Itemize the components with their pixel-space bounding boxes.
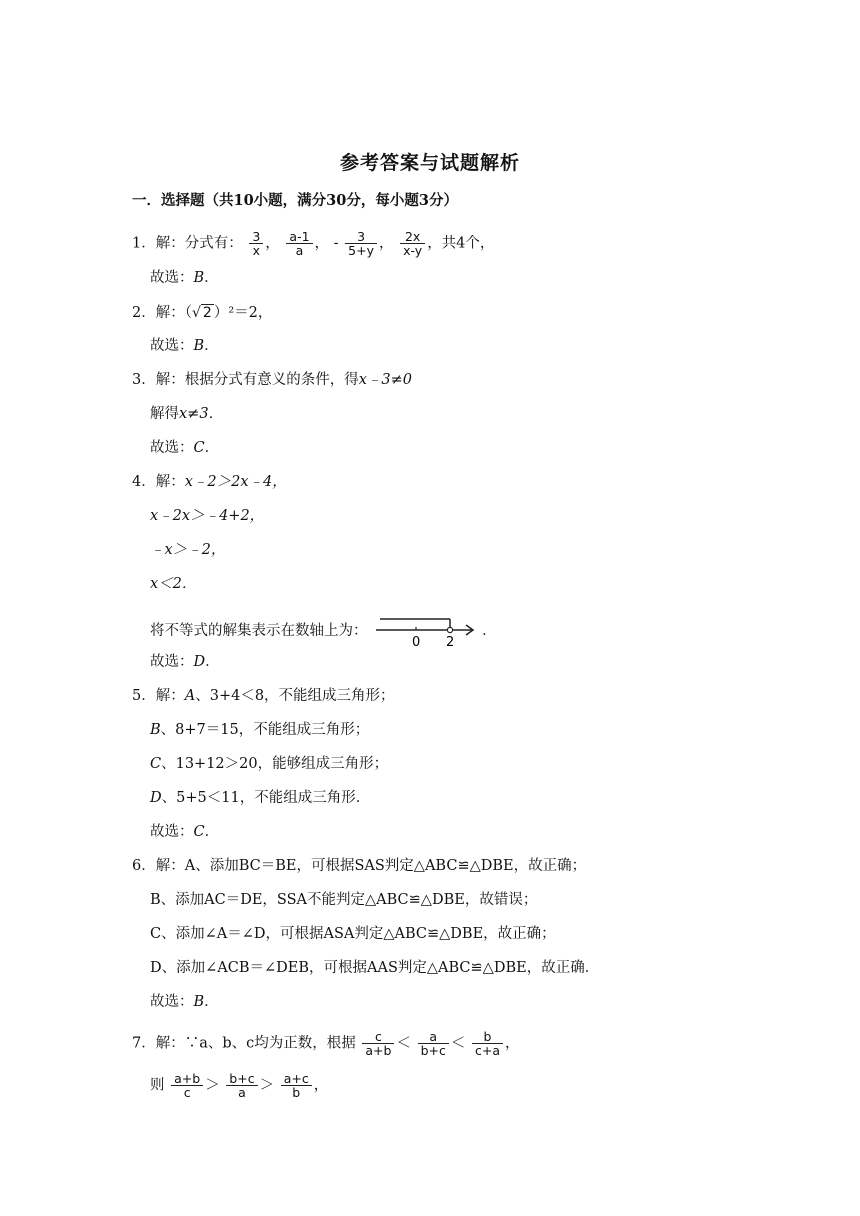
q6-answer: 故选：B． bbox=[150, 994, 219, 1010]
q6-line-c: C、添加∠A＝∠D，可根据ASA判定△ABC≌△DBE，故正确； bbox=[150, 926, 556, 942]
q4-numberline-line: 将不等式的解集表示在数轴上为： 0 2 ． bbox=[150, 614, 497, 648]
q2-line: 2．解：（√ 2 ）²＝2， bbox=[132, 305, 273, 321]
q5-line-d: D、5+5＜11，不能组成三角形． bbox=[150, 790, 371, 806]
sqrt-2: √ 2 bbox=[191, 305, 212, 321]
q5-answer: 故选：C． bbox=[150, 824, 220, 840]
q7-fraction-3: $\frac{b}{c+a}$ bbox=[472, 1030, 503, 1057]
q7-fraction-4: $\frac{a+b}{c}$ bbox=[171, 1072, 203, 1099]
q4-answer: 故选：D． bbox=[150, 654, 220, 670]
q2-answer: 故选：B． bbox=[150, 338, 219, 354]
q4-line-3: ﹣x＞﹣2， bbox=[150, 542, 226, 558]
q4-line-2: x﹣2x＞﹣4+2， bbox=[150, 508, 265, 524]
q5-line-c: C、13+12＞20，能够组成三角形； bbox=[150, 756, 389, 772]
q7-fraction-5: $\frac{b+c}{a}$ bbox=[226, 1072, 257, 1099]
section-heading: 一．选择题（共10小题，满分30分，每小题3分） bbox=[132, 192, 458, 209]
numline-label-0: 0 bbox=[412, 635, 421, 648]
q7-fraction-1: $\frac{c}{a+b}$ bbox=[362, 1030, 394, 1057]
q1-fraction-3: $\frac{3}{5+y}$ bbox=[345, 230, 377, 257]
number-line-diagram bbox=[372, 614, 482, 648]
q5-line-a: 5．解：A、3+4＜8，不能组成三角形； bbox=[132, 688, 395, 704]
q1-fraction-2: $\frac{a-1}{a}$ bbox=[286, 230, 312, 257]
q7-line-1: 7．解：∵a、b、c均为正数，根据 $\frac{c}{a+b}$ ＜ $\frac{a}{b+c}$ ＜ $\frac{b}{c+a}$ ， bbox=[132, 1029, 520, 1058]
q1-suffix: ，共4个， bbox=[427, 235, 495, 252]
q4-line-1: 4．解：x﹣2＞2x﹣4， bbox=[132, 474, 287, 490]
q1-fraction-1: $\frac{3}{x}$ bbox=[249, 230, 263, 257]
q4-line-4: x＜2． bbox=[150, 576, 197, 592]
q3-line-1: 3．解：根据分式有意义的条件，得x﹣3≠0 bbox=[132, 372, 413, 388]
q5-line-b: B、8+7＝15，不能组成三角形； bbox=[150, 722, 370, 738]
q1-prefix: 解：分式有： bbox=[155, 235, 243, 252]
q7-line-2: 则 $\frac{a+b}{c}$ ＞ $\frac{b+c}{a}$ ＞ $\frac{a+c}{b}$ ， bbox=[150, 1071, 329, 1100]
q1-fraction-4: $\frac{2x}{x-y}$ bbox=[400, 230, 425, 257]
q7-fraction-6: $\frac{a+c}{b}$ bbox=[281, 1072, 312, 1099]
q7-fraction-2: $\frac{a}{b+c}$ bbox=[418, 1030, 449, 1057]
q3-line-2: 解得x≠3． bbox=[150, 406, 224, 422]
q1-answer: 故选：B． bbox=[150, 270, 219, 286]
page-title: 参考答案与试题解析 bbox=[339, 152, 520, 174]
q1-number: 1． bbox=[132, 235, 156, 252]
q1-line: 1．解：分式有： $\frac{3}{x}$ ， $\frac{a-1}{a}$ ， - $\frac{3}{5+y}$ ， $\frac{2x}{x-y}$ ，共4个， bbox=[132, 229, 495, 258]
numline-label-2: 2 bbox=[446, 635, 455, 648]
q6-line-d: D、添加∠ACB＝∠DEB，可根据AAS判定△ABC≌△DBE，故正确． bbox=[150, 960, 600, 976]
q6-line-a: 6．解：A、添加BC＝BE，可根据SAS判定△ABC≌△DBE，故正确； bbox=[132, 858, 587, 874]
q6-line-b: B、添加AC＝DE，SSA不能判定△ABC≌△DBE，故错误； bbox=[150, 892, 538, 908]
q3-answer: 故选：C． bbox=[150, 440, 220, 456]
